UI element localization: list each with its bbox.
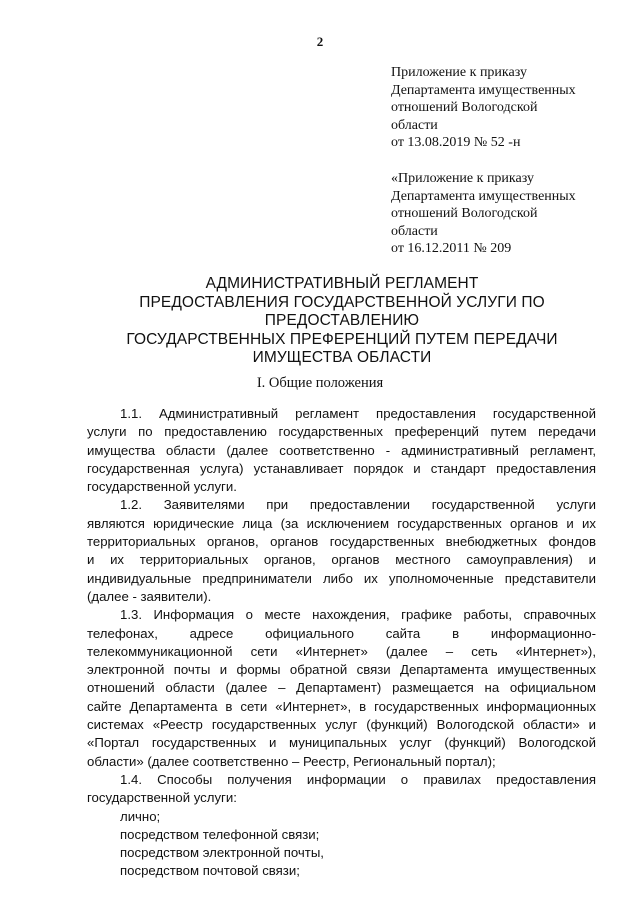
text-line: 1.3. Информация о месте нахождения, графике работы, справочных	[120, 607, 596, 623]
text-line: являются юридические лица (за исключением государственных органов и их	[87, 515, 596, 531]
text-line: 1.1. Административный регламент предоставления государственной	[120, 406, 596, 421]
section-heading: I. Общие положения	[256, 375, 384, 391]
paragraph-1-1	[87, 405, 596, 496]
text-line: и их территориальных органов, органов местного самоуправления) и	[87, 552, 596, 568]
text-line: 1.2. Заявителями при предоставлении государственной услуги	[120, 497, 596, 513]
list-item: посредством электронной почты,	[120, 845, 324, 861]
text-line: «Портал государственных и муниципальных услуг (функций) Вологодской	[87, 735, 596, 751]
text-line: услуги по предоставлению государственных преференций путем передачи	[87, 424, 596, 440]
paragraph-1-2	[87, 496, 596, 606]
appendix-line: от 13.08.2019 № 52 -н	[391, 135, 521, 150]
text-line: области» (далее соответственно – Реестр, Региональный портал);	[87, 753, 496, 769]
text-line: государственной услуги:	[87, 790, 237, 806]
title-line: ИМУЩЕСТВА ОБЛАСТИ	[252, 349, 432, 366]
appendix-line: Департамента имущественных	[391, 82, 576, 98]
document-body	[87, 405, 596, 881]
list-item: посредством телефонной связи;	[120, 826, 320, 842]
text-line: электронной почты и формы обратной связи Департамента имущественных	[87, 662, 596, 678]
appendix-line: отношений Вологодской	[391, 100, 538, 115]
text-line: телефонах, адресе официального сайта в информационно-	[87, 625, 596, 641]
page-number: 2	[316, 34, 324, 49]
document-title	[90, 275, 594, 368]
appendix-line: Приложение к приказу	[391, 65, 527, 80]
paragraph-1-4	[87, 771, 596, 808]
list-item: посредством почтовой связи;	[120, 863, 300, 879]
title-line: ПРЕДОСТАВЛЕНИЯ ГОСУДАРСТВЕННОЙ УСЛУГИ ПО	[139, 293, 545, 311]
appendix-note-original	[391, 170, 611, 258]
paragraph-1-3	[87, 606, 596, 771]
appendix-note-current	[391, 64, 611, 152]
text-line: индивидуальные предприниматели либо их уполномоченные представители	[87, 570, 596, 586]
appendix-line: от 16.12.2011 № 209	[391, 241, 512, 256]
text-line: (далее - заявители).	[87, 588, 212, 604]
text-line: 1.4. Способы получения информации о правилах предоставления	[120, 771, 596, 787]
title-line: ГОСУДАРСТВЕННЫХ ПРЕФЕРЕНЦИЙ ПУТЕМ ПЕРЕДАЧИ	[126, 330, 558, 348]
text-line: отношений области (далее – Департамент) размещается на официальном	[87, 680, 596, 696]
list-item: лично;	[120, 808, 161, 824]
appendix-line: «Приложение к приказу	[391, 171, 534, 186]
appendix-line: отношений Вологодской	[391, 206, 538, 221]
text-line: государственной услуги.	[87, 479, 237, 495]
appendix-line: области	[391, 223, 438, 239]
text-line: государственная услуга) устанавливает порядок и стандарт предоставления	[87, 460, 596, 476]
appendix-line: Департамента имущественных	[391, 188, 576, 204]
text-line: имущества области (далее соответственно - административный регламент,	[87, 442, 596, 458]
title-line: ПРЕДОСТАВЛЕНИЮ	[264, 312, 420, 329]
appendix-line: области	[391, 117, 438, 133]
text-line: сайте Департамента в сети «Интернет», в государственных информационных	[87, 698, 596, 714]
text-line: территориальных органов, органов государственных внебюджетных фондов	[87, 534, 596, 550]
text-line: системах «Реестр государственных услуг (функций) Вологодской области» и	[87, 717, 596, 733]
title-line: АДМИНИСТРАТИВНЫЙ РЕГЛАМЕНТ	[205, 275, 479, 292]
text-line: телекоммуникационной сети «Интернет» (далее – сеть «Интернет»),	[87, 643, 596, 659]
